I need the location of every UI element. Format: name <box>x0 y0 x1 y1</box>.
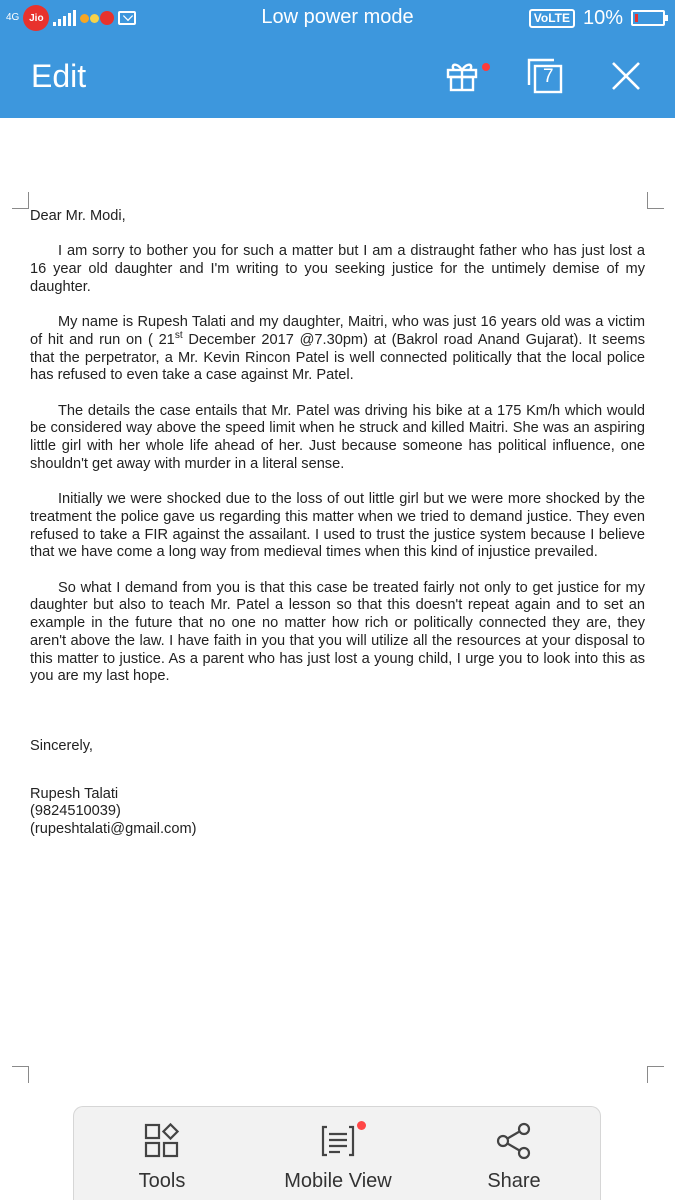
closing: Sincerely, <box>30 737 93 754</box>
volte-badge: VoLTE <box>529 9 575 28</box>
signature-name: Rupesh Talati <box>30 785 119 802</box>
close-button[interactable] <box>606 56 646 96</box>
share-icon <box>494 1121 534 1161</box>
tools-button[interactable] <box>74 1107 250 1201</box>
gift-icon <box>445 59 479 93</box>
signature-email: (rupeshtalati@gmail.com) <box>30 821 197 838</box>
page-count: 7 <box>543 66 554 87</box>
share-button[interactable] <box>426 1107 602 1201</box>
status-right <box>529 5 665 31</box>
crop-mark-bottom-right <box>647 1066 664 1083</box>
bottom-toolbar <box>73 1106 601 1200</box>
app-bar-title: Edit <box>31 58 87 94</box>
paragraph-3: The details the case entails that Mr. Patel was driving his bike at a 175 Km/h which would be considered way above the speed limit when he struck and killed Maitri. She was an aspiring little girl with her whole life ahead of her. Just because someone has political influence, one shouldn't get away with murder in a literal sense. <box>30 402 645 472</box>
letter-body <box>30 208 645 839</box>
mobile-view-label: Mobile View <box>284 1170 392 1192</box>
document-page[interactable] <box>0 118 675 1200</box>
paragraph-2-start: My name is Rupesh Talati and my daughter, Maitri, who was just 16 years old was a victim of hit and run on ( 21 <box>30 314 645 348</box>
signature-phone: (9824510039) <box>30 803 121 820</box>
gift-button[interactable] <box>442 56 482 96</box>
tools-label: Tools <box>138 1170 186 1192</box>
share-label: Share <box>487 1170 541 1192</box>
carrier-logo: Jio <box>23 5 49 31</box>
paragraph-4: Initially we were shocked due to the loss of out little girl but we were more shocked by the treatment the police gave us regarding this matter when we tried to demand justice. They even refused to take a FIR against the assailant. I used to trust the justice system because I believe that we have come a long way from medieval times when this kind of injustice prevailed. <box>30 491 645 561</box>
low-power-mode-text: Low power mode <box>261 6 414 28</box>
crop-mark-top-right <box>647 192 664 209</box>
status-bar <box>0 0 675 36</box>
mobile-view-notification-dot <box>357 1121 366 1130</box>
ordinal-suffix: st <box>174 330 183 342</box>
battery-fill <box>635 14 638 22</box>
paragraph-2 <box>30 314 645 385</box>
battery-icon <box>631 10 665 26</box>
crop-mark-bottom-left <box>12 1066 29 1083</box>
mobile-view-icon <box>318 1121 358 1161</box>
tools-icon <box>142 1121 182 1161</box>
network-type: 4G <box>6 12 20 23</box>
pages-button[interactable] <box>525 56 565 96</box>
close-icon <box>610 60 642 92</box>
paragraph-2-end: December 2017 @7.30pm) at (Bakrol road Anand Gujarat). It seems that the perpetrator, a Mr. Kevin Rincon Patel is well connected politically that the local police has refused to even take a case against Mr. Patel. <box>30 331 646 384</box>
greeting: Dear Mr. Modi, <box>30 208 126 224</box>
paragraph-5: So what I demand from you is that this case be treated fairly not only to get justice for my daughter but also to teach Mr. Patel a lesson so that this doesn't repeat again and to set an example in the future that no one no matter how rich or politically connected they are, they aren't above the law. I have faith in you that you will utilize all the resources at your disposal to this matter to justice. As a parent who has just lost a young child, I urge you to look into this as you are my last hope. <box>30 579 645 685</box>
gift-notification-dot <box>482 63 490 71</box>
battery-percent: 10% <box>582 6 623 29</box>
mobile-view-button[interactable] <box>250 1107 426 1201</box>
crop-mark-top-left <box>12 192 29 209</box>
paragraph-1: I am sorry to bother you for such a matter but I am a distraught father who has just lost a 16 year old daughter and I'm writing to you seeking justice for the untimely demise of my daughter. <box>30 243 645 295</box>
app-bar <box>0 36 675 118</box>
